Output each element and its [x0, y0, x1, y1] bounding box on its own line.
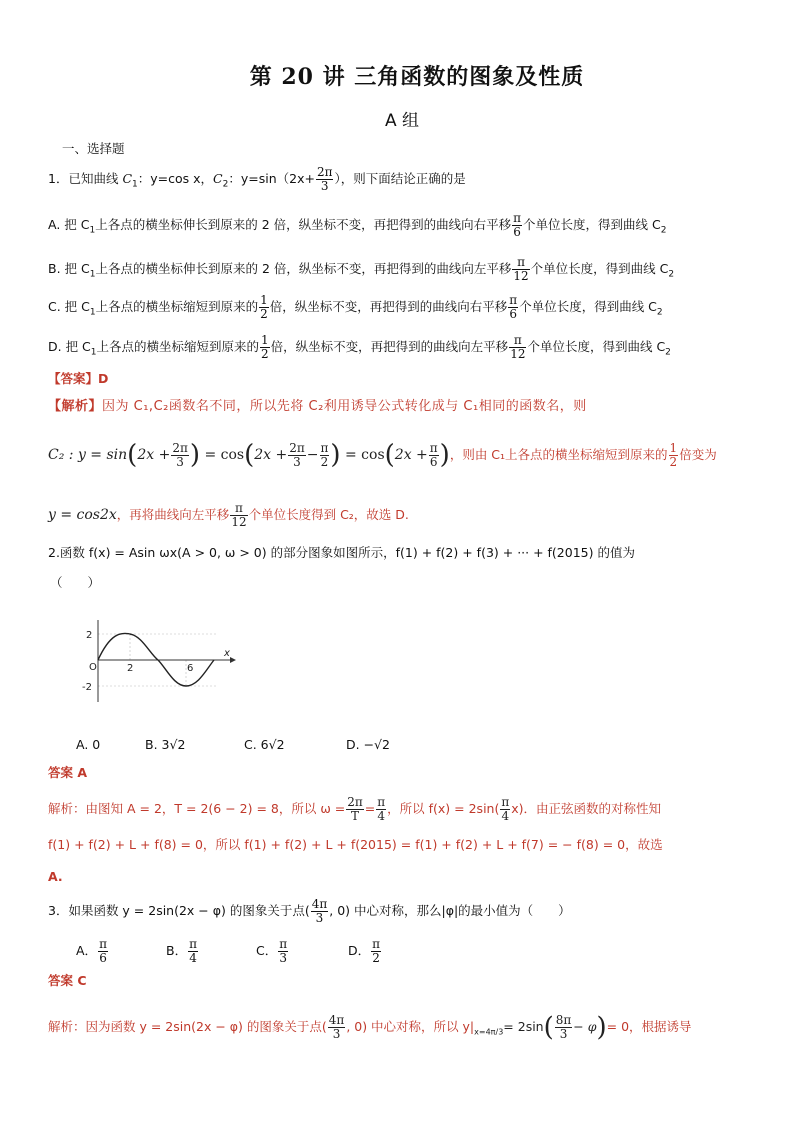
paren-open: (: [543, 1012, 554, 1043]
option-prefix: A. 把 C: [48, 217, 90, 232]
fraction-numerator: π: [512, 256, 529, 270]
q2-analysis-line2: f(1) + f(2) + L + f(8) = 0，所以 f(1) + f(2) + L + f(2015) = f(1) + f(2) + L + f(7) = − f(8) = 0，故选: [48, 837, 663, 852]
analysis-expr-i: 倍变为: [679, 447, 717, 462]
fraction-denominator: 3: [279, 951, 287, 965]
paren-open: (: [127, 440, 138, 470]
option-fraction: [278, 938, 288, 965]
option-prefix: A．: [76, 943, 98, 958]
analysis-fraction: [230, 502, 247, 529]
graph-label-x-axis: x: [224, 648, 230, 659]
option-fraction: [512, 212, 522, 239]
fraction-denominator: 12: [513, 269, 529, 283]
fraction-numerator: π: [230, 502, 247, 516]
fraction-numerator: 4π: [328, 1013, 345, 1027]
fraction-denominator: 6: [509, 307, 518, 321]
q3-option-c: [256, 938, 289, 965]
fraction-denominator: 2: [372, 951, 380, 965]
analysis-text-c: = 2sin: [503, 1019, 544, 1034]
group-subtitle: A 组: [384, 111, 420, 131]
q2-stem: 2.函数 f(x) = Asin ωx(A > 0, ω > 0) 的部分图象如图所示，f(1) + f(2) + f(3) + ··· + f(2015) 的值为: [48, 545, 635, 560]
option-fraction: [508, 294, 518, 321]
analysis-fraction-3: [500, 796, 510, 823]
option-prefix: B. 把 C: [48, 261, 90, 276]
analysis-expr-c: = cos: [204, 447, 245, 463]
option-tail-sub: 2: [660, 225, 667, 236]
fraction-numerator: 2π: [347, 795, 363, 809]
fraction-numerator: π: [189, 937, 197, 951]
q2-option-d: D. −√2: [346, 737, 390, 752]
q1-c1: C: [122, 171, 133, 186]
analysis-text-d: x)．由正弦函数的对称性知: [511, 801, 662, 816]
paren-close: ): [596, 1012, 607, 1043]
option-prefix: B．: [166, 943, 188, 958]
q1-c2: C: [213, 171, 223, 186]
q1-option-d: [48, 334, 671, 362]
analysis-text-end: 个单位长度得到 C₂，故选 D.: [248, 507, 409, 522]
analysis-expr-g: 2x +: [394, 447, 428, 463]
option-sub: 1: [89, 269, 96, 280]
option-tail-sub: 2: [668, 269, 675, 280]
analysis-expr-d: 2x +: [254, 447, 288, 463]
q3-analysis-line1: [48, 1014, 692, 1042]
paren-close: ): [439, 440, 450, 470]
option-prefix: C. 把 C: [48, 299, 90, 314]
option-text: 倍，纵坐标不变，再把得到的曲线向右平移: [269, 299, 508, 314]
analysis-text-d: − φ: [573, 1019, 597, 1034]
fraction-denominator: 6: [99, 951, 107, 965]
analysis-text: ，再将曲线向左平移: [116, 507, 230, 522]
q1-c2-sub: 2: [222, 179, 229, 190]
option-tail: 个单位长度，得到曲线 C: [523, 217, 661, 232]
fraction-denominator: 12: [510, 347, 526, 361]
option-fraction: [512, 256, 529, 283]
fraction-denominator: 3: [293, 454, 301, 469]
fraction-denominator: 3: [315, 911, 324, 925]
option-sub: 1: [90, 347, 97, 358]
analysis-text-a: 解析：由图知 A = 2，T = 2(6 − 2) = 8，所以 ω =: [48, 801, 346, 816]
option-prefix: D. 把 C: [48, 339, 91, 354]
q1-stem-fraction: [316, 166, 334, 193]
analysis-fraction-1: [346, 796, 364, 823]
q2-analysis-line3: A.: [48, 869, 63, 884]
q1-stem: [48, 166, 466, 194]
fraction-denominator: 4: [189, 951, 197, 965]
q3-answer: 答案 C: [48, 973, 87, 988]
fraction-numerator: π: [429, 440, 438, 455]
analysis-fraction-1: [171, 442, 189, 469]
q1-stem-text-c: ：y=sin（2x+: [228, 171, 315, 186]
graph-label-origin: O: [89, 662, 97, 673]
fraction-denominator: 2: [260, 307, 268, 321]
graph-label-y-bottom: -2: [82, 682, 92, 693]
paren-close: ): [189, 440, 200, 470]
graph-label-x-6: 6: [187, 663, 194, 674]
q1-stem-text-a: 1．已知曲线: [48, 171, 123, 186]
fraction-denominator: 3: [559, 1027, 568, 1041]
analysis-fraction-4: [429, 442, 439, 469]
analysis-fraction-5: [669, 442, 679, 469]
q2-option-b: B. 3√2: [145, 737, 186, 752]
fraction-numerator: π: [99, 937, 107, 951]
analysis-expr-a: C₂ : y = sin: [48, 447, 128, 463]
q2-option-a: A. 0: [76, 737, 101, 752]
analysis-fraction-1: [328, 1014, 346, 1041]
q1-analysis-line3: [48, 502, 409, 529]
option-fraction: [509, 334, 526, 361]
option-sub: 1: [89, 307, 96, 318]
q3-option-b: [166, 938, 199, 965]
q3-option-a: [76, 938, 109, 965]
q1-analysis-line2: [48, 440, 717, 470]
fraction-numerator: 1: [260, 293, 268, 307]
option-fraction: [98, 938, 108, 965]
option-tail: 个单位长度，得到曲线 C: [527, 339, 666, 354]
fraction-denominator: 6: [429, 454, 438, 469]
option-prefix: C．: [256, 943, 278, 958]
q1-stem-text-b: ：y=cos x，: [137, 171, 214, 186]
q1-stem-text-d: ），则下面结论正确的是: [334, 171, 466, 186]
paren-close: ): [330, 440, 341, 470]
fraction-numerator: π: [320, 440, 329, 455]
q3-stem-text-b: , 0) 中心对称，那么|φ|的最小值为（ ）: [329, 903, 571, 918]
option-text: 倍，纵坐标不变，再把得到的曲线向左平移: [270, 339, 509, 354]
option-text: 上各点的横坐标伸长到原来的 2 倍，纵坐标不变，再把得到的曲线向右平移: [95, 217, 512, 232]
sine-graph-svg: [78, 614, 238, 710]
fraction-numerator: π: [509, 293, 518, 307]
section-heading: 一、选择题: [62, 141, 125, 156]
analysis-subscript: x=4π/3: [474, 1027, 504, 1037]
option-tail-sub: 2: [665, 347, 671, 358]
option-fraction: [371, 938, 381, 965]
analysis-fraction-2: [555, 1014, 573, 1041]
fraction-numerator: 2π: [316, 165, 333, 179]
fraction-numerator: 8π: [555, 1013, 572, 1027]
analysis-expr-f: = cos: [345, 447, 385, 463]
fraction-numerator: π: [372, 937, 381, 951]
fraction-numerator: π: [377, 795, 386, 809]
analysis-text: 因为 C₁,C₂函数名不同，所以先将 C₂利用诱导公式转化成与 C₁相同的函数名，则: [102, 399, 587, 414]
fraction-denominator: 4: [377, 809, 386, 823]
fraction-numerator: π: [279, 937, 288, 951]
q3-stem-text-a: 3．如果函数 y = 2sin(2x − φ) 的图象关于点(: [48, 903, 310, 918]
analysis-text-b: , 0) 中心对称，所以 y|: [346, 1019, 475, 1034]
option-tail: 个单位长度，得到曲线 C: [519, 299, 657, 314]
fraction-denominator: T: [351, 809, 360, 823]
fraction-denominator: 3: [332, 1027, 341, 1041]
analysis-expr-h: ，则由 C₁上各点的横坐标缩短到原来的: [449, 447, 668, 462]
q1-analysis-line1: [48, 398, 587, 416]
analysis-expr: y = cos2x: [48, 507, 117, 523]
option-text: 上各点的横坐标伸长到原来的 2 倍，纵坐标不变，再把得到的曲线向左平移: [95, 261, 512, 276]
fraction-numerator: 1: [261, 333, 269, 347]
fraction-numerator: 2π: [289, 440, 305, 455]
fraction-denominator: 2: [669, 454, 678, 469]
q2-sine-graph: [78, 614, 238, 710]
fraction-numerator: 2π: [172, 440, 188, 455]
q1-option-a: [48, 212, 666, 240]
analysis-fraction-3: [320, 442, 330, 469]
paren-open: (: [384, 440, 395, 470]
q3-option-d: [348, 938, 382, 965]
fraction-denominator: 6: [513, 225, 521, 239]
fraction-denominator: 12: [231, 515, 247, 529]
fraction-numerator: π: [509, 334, 526, 348]
graph-label-y-top: 2: [86, 630, 93, 641]
q1-option-b: [48, 256, 674, 284]
q2-paren: （ ）: [50, 575, 101, 590]
fraction-denominator: 4: [501, 809, 510, 823]
paren-open: (: [244, 440, 255, 470]
option-sub: 1: [89, 225, 96, 236]
analysis-label: 【解析】: [48, 399, 103, 414]
option-prefix: D．: [348, 943, 371, 958]
fraction-numerator: π: [513, 211, 522, 225]
option-tail: 个单位长度，得到曲线 C: [530, 261, 669, 276]
fraction-numerator: π: [501, 795, 510, 809]
q2-analysis-line1: [48, 796, 661, 823]
analysis-text-b: =: [364, 801, 376, 816]
option-half-fraction: [259, 294, 269, 321]
page-title: 第 20 讲 三角函数的图象及性质: [249, 64, 585, 90]
q1-c1-sub: 1: [132, 179, 138, 190]
fraction-denominator: 3: [320, 179, 329, 193]
analysis-expr-e: −: [306, 447, 319, 463]
analysis-expr-b: 2x +: [137, 447, 171, 463]
option-text-a: 上各点的横坐标缩短到原来的: [95, 299, 259, 314]
fraction-denominator: 2: [320, 454, 329, 469]
fraction-numerator: 4π: [311, 897, 328, 911]
analysis-fraction-2: [288, 442, 306, 469]
q3-stem: [48, 898, 571, 925]
q2-answer: 答案 A: [48, 765, 88, 780]
option-half-fraction: [260, 334, 270, 361]
option-fraction: [188, 938, 198, 965]
graph-label-x-2: 2: [127, 663, 134, 674]
q1-option-c: [48, 294, 663, 322]
analysis-text-a: 解析：因为函数 y = 2sin(2x − φ) 的图象关于点(: [48, 1019, 327, 1034]
option-tail-sub: 2: [656, 307, 663, 318]
q2-option-c: C. 6√2: [244, 737, 285, 752]
analysis-text-e: = 0，根据诱导: [606, 1019, 692, 1034]
fraction-denominator: 3: [176, 454, 184, 469]
fraction-denominator: 2: [261, 347, 269, 361]
q3-stem-fraction: [311, 898, 329, 925]
analysis-fraction-2: [376, 796, 386, 823]
option-text-a: 上各点的横坐标缩短到原来的: [96, 339, 260, 354]
q1-answer: 【答案】D: [48, 371, 109, 386]
fraction-numerator: 1: [669, 440, 678, 455]
analysis-text-c: ，所以 f(x) = 2sin(: [387, 801, 500, 816]
